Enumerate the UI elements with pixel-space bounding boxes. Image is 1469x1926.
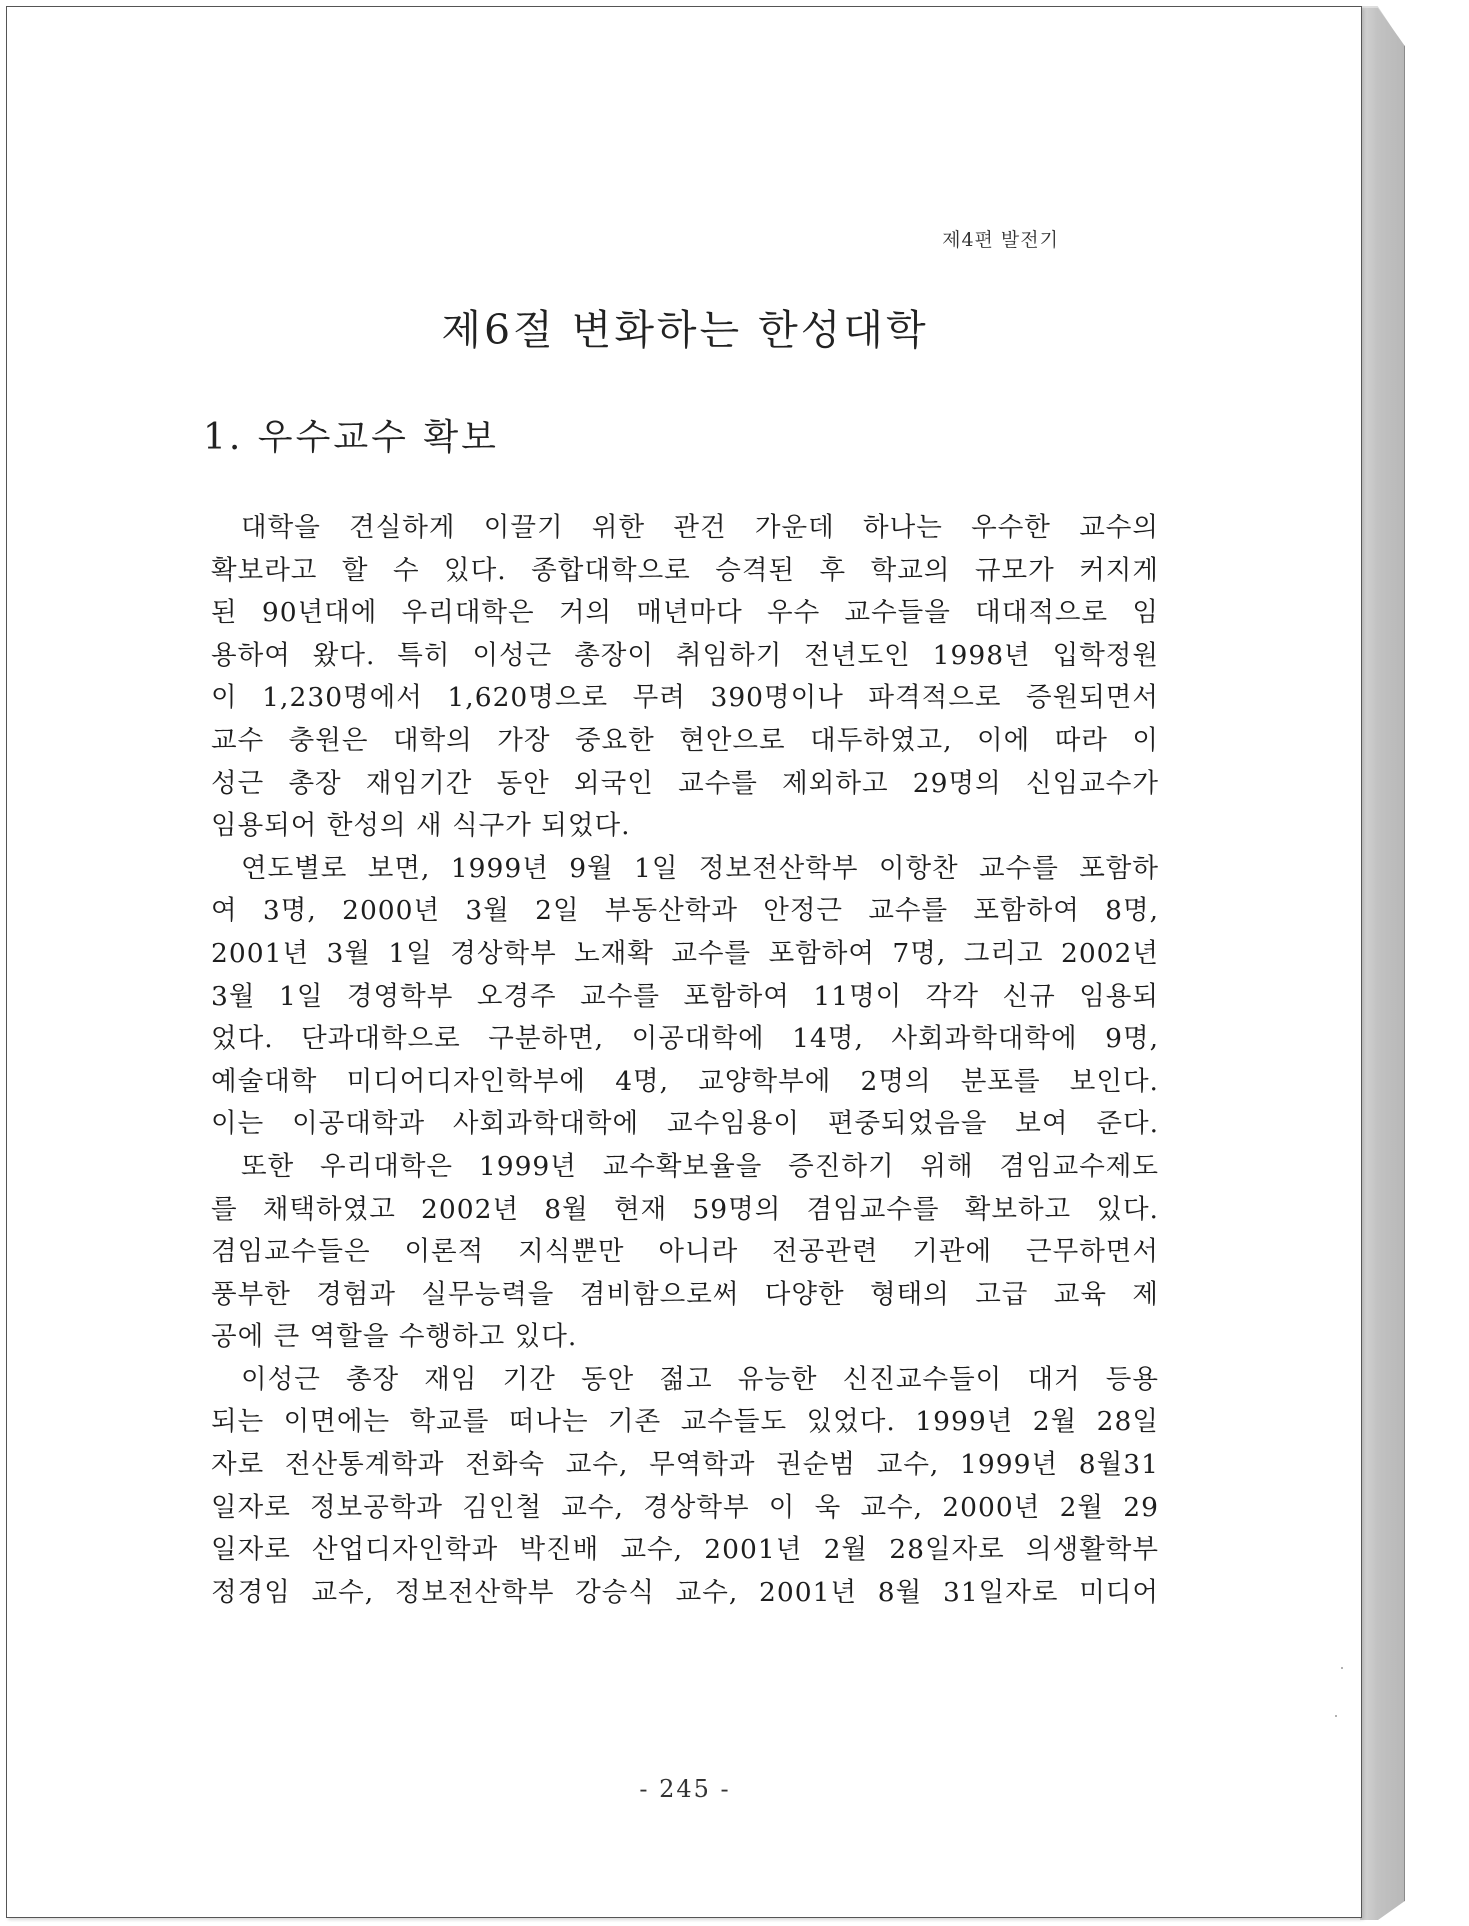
running-header: 제4편 발전기 xyxy=(942,229,1059,251)
paragraph-line: 이 1,230명에서 1,620명으로 무려 390명이나 파격적으로 증원되면서 xyxy=(211,682,1159,714)
paragraph-line: 풍부한 경험과 실무능력을 겸비함으로써 다양한 형태의 고급 교육 제 xyxy=(211,1278,1159,1310)
paragraph-line: 었다. 단과대학으로 구분하면, 이공대학에 14명, 사회과학대학에 9명, xyxy=(211,1023,1159,1055)
paragraph-line: 연도별로 보면, 1999년 9월 1일 정보전산학부 이항찬 교수를 포함하 xyxy=(241,852,1159,884)
page-number: - 245 - xyxy=(639,1775,731,1803)
paragraph-line: 2001년 3월 1일 경상학부 노재확 교수를 포함하여 7명, 그리고 2002년 xyxy=(211,937,1159,969)
page-sheet xyxy=(6,6,1362,1918)
paragraph-line: 3월 1일 경영학부 오경주 교수를 포함하여 11명이 각각 신규 임용되 xyxy=(211,980,1159,1012)
paragraph-line: 대학을 견실하게 이끌기 위한 관건 가운데 하나는 우수한 교수의 xyxy=(241,512,1159,543)
paragraph-line: 예술대학 미디어디자인학부에 4명, 교양학부에 2명의 분포를 보인다. xyxy=(211,1065,1159,1097)
paragraph-line: 일자로 산업디자인학과 박진배 교수, 2001년 2월 28일자로 의생활학부 xyxy=(211,1534,1159,1566)
paragraph-line: 이는 이공대학과 사회과학대학에 교수임용이 편중되었음을 보여 준다. xyxy=(211,1108,1159,1140)
scan-speck xyxy=(1335,1715,1337,1717)
paragraph-line: 자로 전산통계학과 전화숙 교수, 무역학과 권순범 교수, 1999년 8월31 xyxy=(211,1449,1159,1481)
paragraph-line: 교수 충원은 대학의 가장 중요한 현안으로 대두하였고, 이에 따라 이 xyxy=(211,724,1159,756)
section-title: 제6절 변화하는 한성대학 xyxy=(441,306,929,354)
paragraph-line: 겸임교수들은 이론적 지식뿐만 아니라 전공관련 기관에 근무하면서 xyxy=(211,1236,1159,1268)
page-stack-edge xyxy=(1360,8,1405,1920)
subsection-title: 1. 우수교수 확보 xyxy=(203,417,499,458)
paragraph-line: 성근 총장 재임기간 동안 외국인 교수를 제외하고 29명의 신임교수가 xyxy=(211,767,1159,799)
paragraph-line: 이성근 총장 재임 기간 동안 젊고 유능한 신진교수들이 대거 등용 xyxy=(241,1363,1159,1395)
paragraph-line: 를 채택하였고 2002년 8월 현재 59명의 겸임교수를 확보하고 있다. xyxy=(211,1193,1159,1225)
paragraph-line: 일자로 정보공학과 김인철 교수, 경상학부 이 욱 교수, 2000년 2월 29 xyxy=(211,1491,1159,1523)
paragraph-line: 확보라고 할 수 있다. 종합대학으로 승격된 후 학교의 규모가 커지게 xyxy=(211,554,1159,586)
body-text xyxy=(211,507,1159,1614)
scan-speck xyxy=(1341,1667,1343,1669)
paragraph-line: 공에 큰 역할을 수행하고 있다. xyxy=(211,1321,578,1353)
paragraph-line: 된 90년대에 우리대학은 거의 매년마다 우수 교수들을 대대적으로 임 xyxy=(211,597,1159,629)
paragraph-line: 정경임 교수, 정보전산학부 강승식 교수, 2001년 8월 31일자로 미디어 xyxy=(211,1576,1159,1608)
paragraph-line: 또한 우리대학은 1999년 교수확보율을 증진하기 위해 겸임교수제도 xyxy=(241,1150,1159,1182)
paragraph-line: 임용되어 한성의 새 식구가 되었다. xyxy=(211,810,631,842)
paragraph-line: 여 3명, 2000년 3월 2일 부동산학과 안정근 교수를 포함하여 8명, xyxy=(211,895,1159,927)
paragraph-line: 용하여 왔다. 특히 이성근 총장이 취임하기 전년도인 1998년 입학정원 xyxy=(211,639,1159,671)
paragraph-line: 되는 이면에는 학교를 떠나는 기존 교수들도 있었다. 1999년 2월 28일 xyxy=(211,1406,1159,1438)
